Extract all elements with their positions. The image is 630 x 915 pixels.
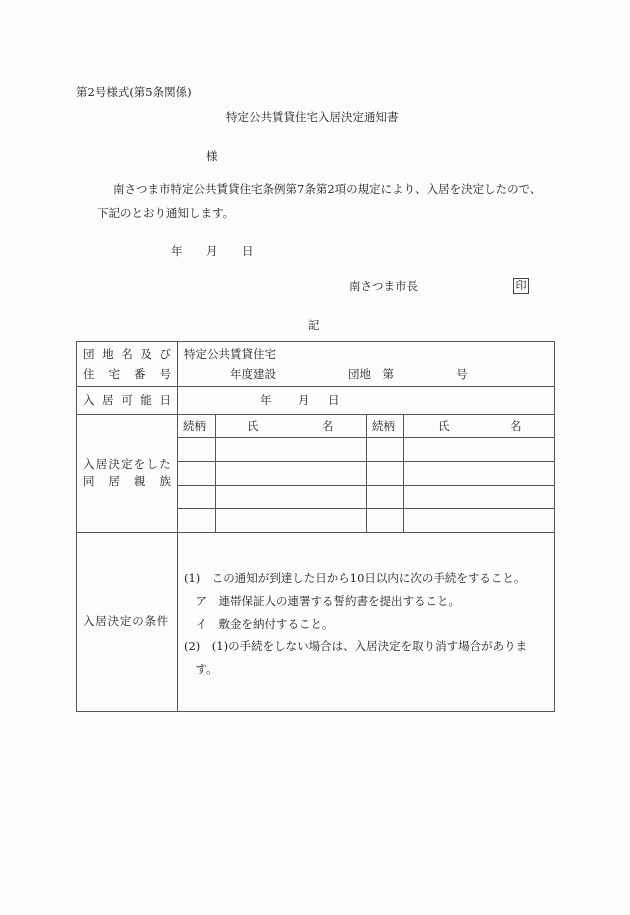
condition-line: イ 敷金を納付すること。	[184, 617, 334, 631]
label-char: 団	[83, 347, 95, 361]
label-char: 能	[140, 393, 152, 407]
label-char: 可	[121, 393, 133, 407]
col-relation-2: 続柄	[372, 419, 395, 433]
number-suffix: 号	[456, 367, 468, 381]
document-title: 特定公共賃貸住宅入居決定通知書	[226, 110, 399, 124]
body-line-2: 下記のとおり通知します。	[97, 206, 235, 220]
divider	[177, 342, 178, 711]
label-char: 居	[102, 393, 114, 407]
label-family-2	[83, 474, 171, 488]
col-relation-1: 続柄	[183, 419, 206, 433]
label-char: 住	[83, 367, 95, 381]
move-in-year: 年	[260, 393, 272, 407]
seal-stamp: 印	[513, 278, 529, 294]
label-char: 同	[83, 474, 95, 488]
date-year: 年	[171, 244, 183, 258]
label-char: 宅	[108, 367, 120, 381]
label-family-1: 入居決定をした	[83, 457, 172, 471]
label-house-number	[83, 367, 171, 381]
move-in-month: 月	[298, 393, 310, 407]
divider	[366, 414, 367, 532]
move-in-day: 日	[328, 393, 340, 407]
label-char: 族	[159, 474, 171, 488]
label-char: び	[159, 347, 171, 361]
col-name-1b: 名	[322, 419, 334, 433]
label-char: 番	[134, 367, 146, 381]
label-char: 号	[159, 367, 171, 381]
label-move-in-date	[83, 393, 171, 407]
danchi-number-label: 団地 第	[348, 367, 394, 381]
condition-line: ア 連帯保証人の連署する誓約書を提出すること。	[184, 594, 460, 608]
date-month: 月	[206, 244, 218, 258]
divider	[215, 414, 216, 532]
condition-line: す。	[184, 662, 218, 676]
col-name-2a: 氏	[438, 419, 450, 433]
issuer-name: 南さつま市長	[349, 279, 418, 293]
label-char: 居	[108, 474, 120, 488]
label-danchi-name	[83, 347, 171, 361]
label-char: 親	[134, 474, 146, 488]
divider	[77, 386, 554, 387]
col-name-1a: 氏	[247, 419, 259, 433]
label-char: 入	[83, 393, 95, 407]
col-name-2b: 名	[510, 419, 522, 433]
ki-heading: 記	[308, 318, 320, 332]
housing-type: 特定公共賃貸住宅	[184, 347, 276, 361]
body-line-1: 南さつま市特定公共賃貸住宅条例第7条第2項の規定により、入居を決定したので、	[113, 182, 542, 196]
decision-table	[76, 341, 555, 712]
date-day: 日	[242, 244, 254, 258]
condition-line: (2) (1)の手続をしない場合は、入居決定を取り消す場合がありま	[184, 639, 528, 653]
label-char: 地	[102, 347, 114, 361]
label-conditions: 入居決定の条件	[83, 614, 170, 628]
label-char: 日	[159, 393, 171, 407]
label-char: 名	[121, 347, 133, 361]
label-char: 及	[140, 347, 152, 361]
condition-line: (1) この通知が到達した日から10日以内に次の手続をすること。	[184, 571, 526, 585]
construction-year-label: 年度建設	[230, 367, 276, 381]
divider	[403, 414, 404, 532]
divider	[77, 532, 554, 533]
form-number: 第2号様式(第5条関係)	[76, 85, 192, 99]
divider	[77, 414, 554, 415]
addressee-suffix: 様	[206, 149, 218, 163]
